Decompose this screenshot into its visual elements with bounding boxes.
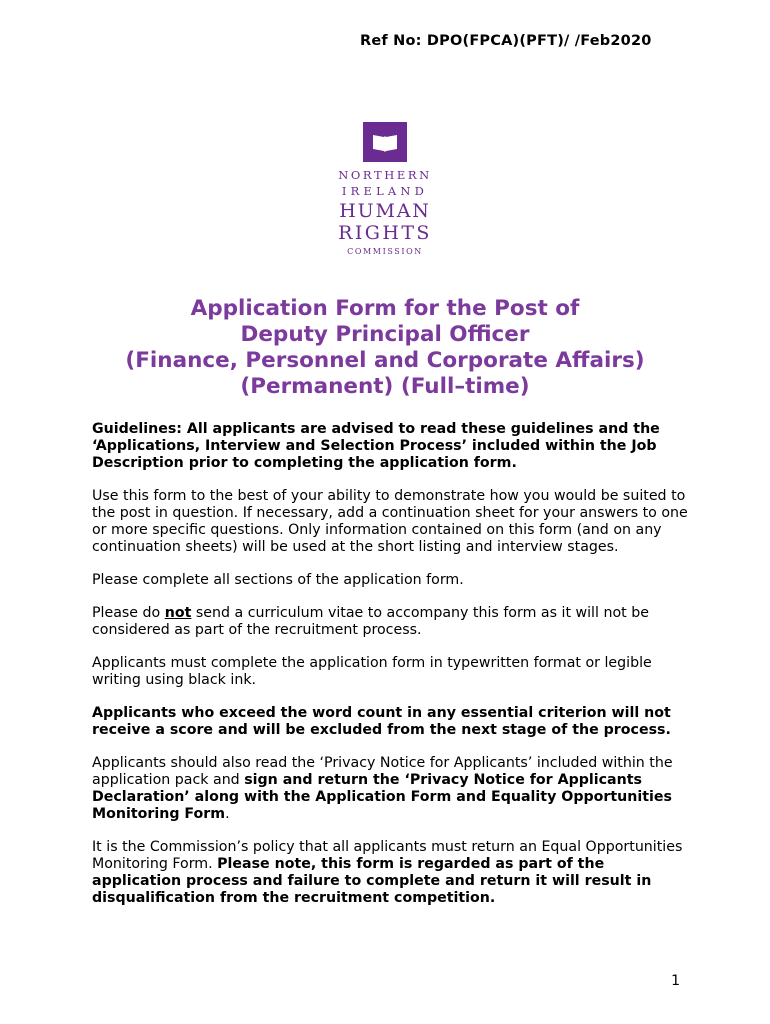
logo-text-human: HUMAN — [339, 200, 431, 222]
logo-text-ireland: IRELAND — [341, 183, 429, 198]
privacy-text-bold: sign and return the ‘Privacy Notice for Applicants Declaration’ along with the Application Form and Equality Opportunities Monitoring Form — [92, 772, 672, 822]
policy-text-bold: Please note, this form is regarded as part of the application process and failure to complete and return it will result in disqualification from the recruitment competition. — [92, 856, 652, 906]
logo-book-icon — [363, 122, 407, 162]
guidelines-paragraph: Guidelines: All applicants are advised to read these guidelines and the ‘Applications, Interview and Selection Process’ included within the Job Description prior to completing the application form. — [92, 421, 660, 471]
cv-paragraph — [92, 605, 692, 639]
privacy-paragraph — [92, 755, 692, 823]
title-line-1: Application Form for the Post of — [190, 296, 580, 321]
complete-all-paragraph: Please complete all sections of the application form. — [92, 572, 464, 588]
use-form-paragraph: Use this form to the best of your ability to demonstrate how you would be suited to the post in question. If necessary, add a continuation sheet for your answers to one or more specific questions. Only information contained on this form (and on any continuation sheets) will be used at the short listing and interview stages. — [92, 488, 688, 555]
form-title — [60, 296, 710, 400]
reference-number: Ref No: DPO(FPCA)(PFT)/ /Feb2020 — [360, 33, 652, 49]
logo-text-rights: RIGHTS — [338, 222, 432, 244]
privacy-text-end: . — [225, 806, 230, 822]
cv-text-end: send a curriculum vitae to accompany this form as it will not be considered as part of the recruitment process. — [92, 605, 649, 638]
nihrc-logo — [330, 122, 440, 256]
page-number: 1 — [671, 973, 680, 989]
privacy-text-start: Applicants should also read the ‘Privacy Notice for Applicants’ included within the application pack and — [92, 755, 673, 788]
title-line-2: Deputy Principal Officer — [240, 322, 530, 347]
title-line-3: (Finance, Personnel and Corporate Affairs) — [125, 348, 645, 373]
cv-not-emphasis: not — [164, 605, 192, 621]
logo-text-commission: COMMISSION — [347, 247, 423, 256]
word-count-paragraph: Applicants who exceed the word count in any essential criterion will not receive a score and will be excluded from the next stage of the process. — [92, 705, 671, 738]
logo-text-northern: NORTHERN — [338, 168, 432, 182]
cv-text-start: Please do — [92, 605, 165, 621]
typewritten-paragraph: Applicants must complete the application form in typewritten format or legible writing using black ink. — [92, 655, 652, 688]
guidelines-body — [92, 421, 692, 923]
policy-text-start: It is the Commission’s policy that all applicants must return an Equal Opportunities Monitoring Form. — [92, 839, 683, 872]
title-line-4: (Permanent) (Full–time) — [240, 374, 530, 399]
policy-paragraph — [92, 839, 692, 907]
